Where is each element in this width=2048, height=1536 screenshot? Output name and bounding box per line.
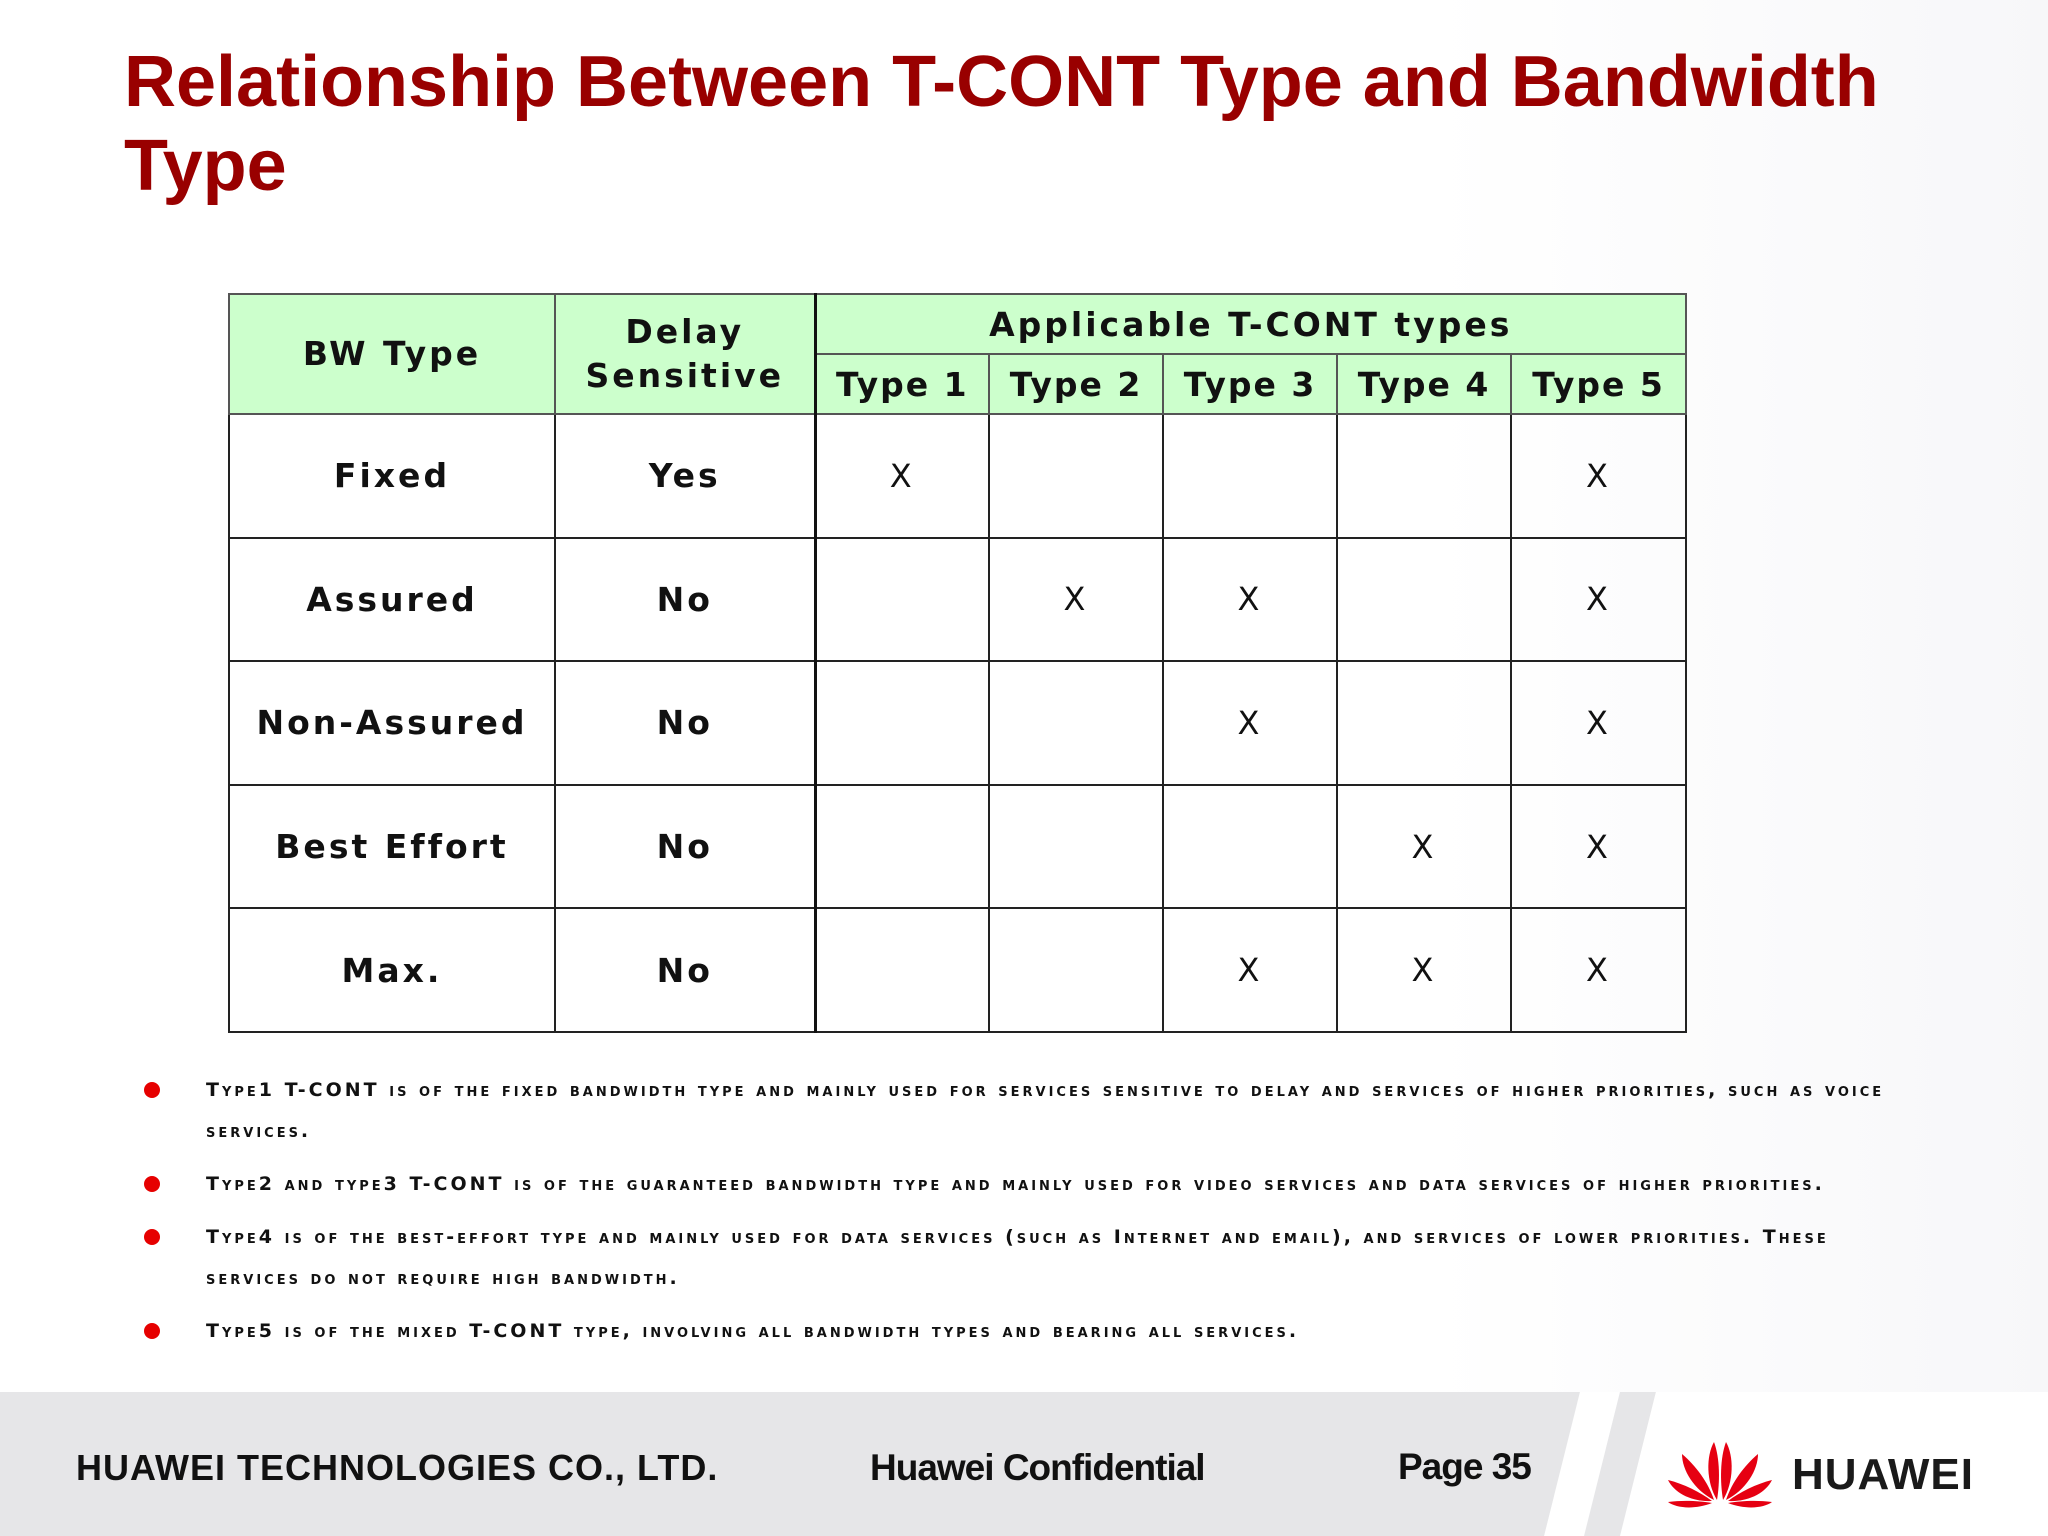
bullet-text: Type4 is of the best-effort type and mainly used for data services (such as Internet and email), and services of lower priorities. These services do not require high bandwidth.	[206, 1226, 1829, 1289]
row-type-3-mark	[1163, 785, 1337, 909]
row-bw-type: Best Effort	[229, 785, 555, 909]
row-type-1-mark	[815, 538, 989, 662]
row-type-3-mark: X	[1163, 908, 1337, 1032]
row-delay-sensitive: No	[555, 785, 815, 909]
tcont-bandwidth-table	[228, 293, 1687, 1033]
bullet-item	[140, 1070, 1900, 1152]
row-type-5-mark: X	[1511, 661, 1686, 785]
confidential-label: Huawei Confidential	[870, 1447, 1205, 1488]
row-type-1-mark: X	[815, 414, 989, 538]
header-applicable-types: Applicable T-CONT types	[815, 294, 1686, 354]
header-type-2: Type 2	[989, 354, 1163, 414]
row-type-3-mark	[1163, 414, 1337, 538]
page-number: Page 35	[1398, 1446, 1531, 1487]
bullet-item	[140, 1311, 1900, 1352]
row-type-5-mark: X	[1511, 414, 1686, 538]
header-type-1: Type 1	[815, 354, 989, 414]
row-delay-sensitive: No	[555, 661, 815, 785]
bullet-item	[140, 1164, 1900, 1205]
row-type-4-mark	[1337, 414, 1511, 538]
row-delay-sensitive: No	[555, 538, 815, 662]
bullet-item	[140, 1217, 1900, 1299]
row-type-3-mark: X	[1163, 661, 1337, 785]
bullet-text: Type2 and type3 T-CONT is of the guaranteed bandwidth type and mainly used for video services and data services of higher priorities.	[206, 1173, 1825, 1195]
row-type-2-mark	[989, 785, 1163, 909]
row-type-4-mark	[1337, 661, 1511, 785]
table-row	[229, 908, 1686, 1032]
table-row	[229, 538, 1686, 662]
bullet-dot-icon	[144, 1229, 160, 1245]
row-type-1-mark	[815, 908, 989, 1032]
header-type-5: Type 5	[1511, 354, 1686, 414]
row-type-2-mark	[989, 661, 1163, 785]
row-type-2-mark	[989, 908, 1163, 1032]
row-type-1-mark	[815, 661, 989, 785]
bullet-dot-icon	[144, 1176, 160, 1192]
table-row	[229, 785, 1686, 909]
row-type-2-mark: X	[989, 538, 1163, 662]
header-type-3: Type 3	[1163, 354, 1337, 414]
row-type-4-mark: X	[1337, 785, 1511, 909]
bullet-text: Type1 T-CONT is of the fixed bandwidth type and mainly used for services sensitive to delay and services of higher priorities, such as voice services.	[206, 1079, 1885, 1142]
header-delay-sensitive: Delay Sensitive	[555, 294, 815, 414]
company-name: HUAWEI TECHNOLOGIES CO., LTD.	[76, 1447, 719, 1488]
row-bw-type: Non-Assured	[229, 661, 555, 785]
slide-title: Relationship Between T-CONT Type and Bandwidth Type	[124, 42, 1879, 206]
row-delay-sensitive: Yes	[555, 414, 815, 538]
footer-divider	[1535, 1392, 1625, 1536]
bullet-list	[140, 1070, 1900, 1364]
row-type-4-mark	[1337, 538, 1511, 662]
row-type-5-mark: X	[1511, 785, 1686, 909]
bullet-dot-icon	[144, 1323, 160, 1339]
bullet-text: Type5 is of the mixed T-CONT type, involving all bandwidth types and bearing all services.	[206, 1320, 1300, 1342]
row-bw-type: Max.	[229, 908, 555, 1032]
huawei-logo-text: HUAWEI	[1792, 1450, 1974, 1499]
row-type-1-mark	[815, 785, 989, 909]
bullet-dot-icon	[144, 1082, 160, 1098]
row-type-3-mark: X	[1163, 538, 1337, 662]
row-bw-type: Assured	[229, 538, 555, 662]
row-type-2-mark	[989, 414, 1163, 538]
row-type-5-mark: X	[1511, 908, 1686, 1032]
row-bw-type: Fixed	[229, 414, 555, 538]
row-type-4-mark: X	[1337, 908, 1511, 1032]
row-delay-sensitive: No	[555, 908, 815, 1032]
header-bw-type: BW Type	[229, 294, 555, 414]
table-row	[229, 661, 1686, 785]
table-row	[229, 414, 1686, 538]
header-type-4: Type 4	[1337, 354, 1511, 414]
row-type-5-mark: X	[1511, 538, 1686, 662]
